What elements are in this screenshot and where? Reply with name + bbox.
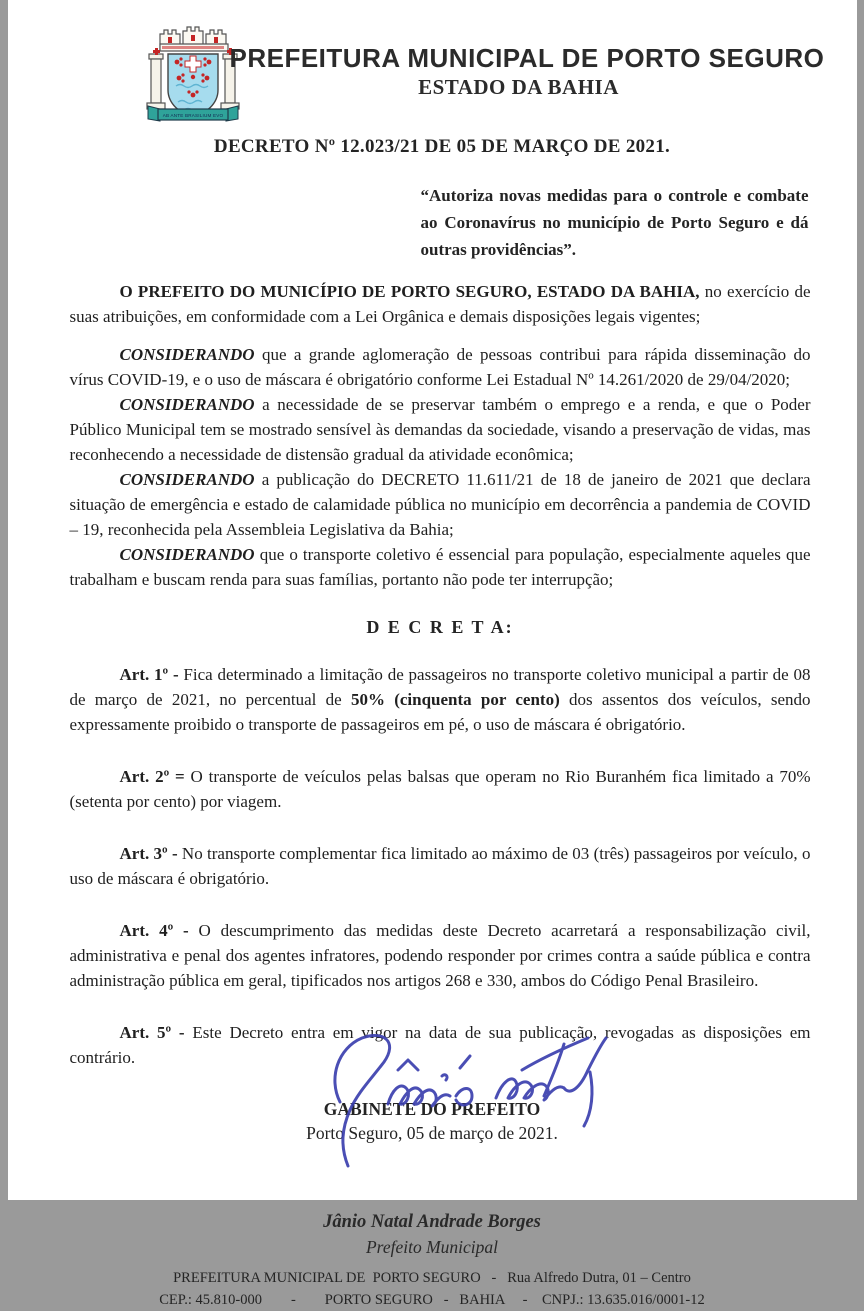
article-3 (70, 841, 811, 891)
signer-name: Jânio Natal Andrade Borges (8, 1209, 857, 1235)
article-1-text-end: dos assentos dos veículos, sendo expressamente proibido o transporte de passageiros em pé, o uso de máscara é obrigatório. (70, 690, 811, 734)
article-4 (70, 918, 811, 993)
article-1 (70, 662, 811, 737)
considerando-2-text: a necessidade de se preservar também o emprego e a renda, e que o Poder Público Municipal tem se mostrado sensível às demandas da sociedade, visando a preservação de vidas, mas reconhecendo a necessidade de distensão gradual da atividade econômica; (70, 395, 811, 464)
closing-block (8, 1097, 857, 1145)
document-footer (8, 1267, 857, 1311)
considerando-3-lead: CONSIDERANDO (120, 470, 255, 489)
article-3-lead: Art. 3º - (120, 844, 178, 863)
considerando-4 (70, 542, 811, 592)
state-name: ESTADO DA BAHIA (230, 74, 808, 100)
article-3-text: No transporte complementar fica limitado ao máximo de 03 (três) passageiros por veículo, o uso de máscara é obrigatório. (70, 844, 811, 888)
article-1-bold-text: 50% (cinquenta por cento) (351, 690, 560, 709)
preamble-rest: no exercício de suas atribuições, em conformidade com a Lei Orgânica e demais disposições legais vigentes; (70, 282, 811, 326)
article-2-lead: Art. 2º = (120, 767, 185, 786)
article-5 (70, 1020, 811, 1070)
preamble-lead: O PREFEITO DO MUNICÍPIO DE PORTO SEGURO, ESTADO DA BAHIA, (120, 282, 700, 301)
article-2-text: O transporte de veículos pelas balsas que operam no Rio Buranhém fica limitado a 70% (setenta por cento) por viagem. (70, 767, 811, 811)
porto-seguro-coat-of-arms-icon (146, 26, 240, 122)
header-titles (230, 44, 808, 100)
decree-summary: “Autoriza novas medidas para o controle e combate ao Coronavírus no município de Porto Seguro e dá outras providências”. (421, 182, 809, 263)
document-header (8, 0, 857, 124)
considerando-2 (70, 392, 811, 467)
considerando-4-lead: CONSIDERANDO (120, 545, 255, 564)
decree-title: DECRETO Nº 12.023/21 DE 05 DE MARÇO DE 2021. (18, 136, 864, 158)
article-1-lead: Art. 1º - (120, 665, 179, 684)
considerando-1-text: que a grande aglomeração de pessoas contribui para rápida disseminação do vírus COVID-19, e o uso de máscara é obrigatório conforme Lei Estadual Nº 14.261/2020 de 29/04/2020; (70, 345, 811, 389)
decree-body (70, 279, 811, 1070)
article-1-text: Fica determinado a limitação de passageiros no transporte coletivo municipal a partir de 08 de março de 2021, no percentual de (70, 665, 811, 709)
footer-cep-line: CEP.: 45.810-000 - PORTO SEGURO - BAHIA - CNPJ.: 13.635.016/0001-12 (8, 1289, 857, 1311)
gabinete-heading: GABINETE DO PREFEITO (8, 1097, 857, 1121)
footer-address-line: PREFEITURA MUNICIPAL DE PORTO SEGURO - Rua Alfredo Dutra, 01 – Centro (8, 1267, 857, 1289)
considerando-3-text: a publicação do DECRETO 11.611/21 de 18 de janeiro de 2021 que declara situação de emergência e estado de calamidade pública no município em decorrência a pandemia de COVID – 19, reconhecida pela Assembleia Legislativa da Bahia; (70, 470, 811, 539)
considerando-1 (70, 342, 811, 392)
article-5-lead: Art. 5º - (120, 1023, 185, 1042)
closing-date: Porto Seguro, 05 de março de 2021. (8, 1121, 857, 1145)
considerando-2-lead: CONSIDERANDO (120, 395, 255, 414)
decreta-heading: D E C R E T A: (70, 617, 811, 638)
decree-document-page (8, 0, 857, 1200)
article-5-text: Este Decreto entra em vigor na data de sua publicação, revogadas as disposições em contrário. (70, 1023, 811, 1067)
considerando-3 (70, 467, 811, 542)
article-4-lead: Art. 4º - (120, 921, 189, 940)
signer-role: Prefeito Municipal (8, 1235, 857, 1259)
preamble-paragraph (70, 279, 811, 329)
considerando-4-text: que o transporte coletivo é essencial para população, especialmente aqueles que trabalham e buscam renda para suas famílias, portanto não pode ter interrupção; (70, 545, 811, 589)
crest-motto-text: AB ANTE BRASILIUM EVO (162, 113, 223, 118)
article-2 (70, 764, 811, 814)
article-4-text: O descumprimento das medidas deste Decreto acarretará a responsabilização civil, administrativa e penal dos agentes infratores, podendo responder por crimes contra a saúde pública e contra administração pública em geral, tipificados nos artigos 268 e 330, ambos do Código Penal Brasileiro. (70, 921, 811, 990)
signer-block (8, 1209, 857, 1259)
considerando-1-lead: CONSIDERANDO (120, 345, 255, 364)
org-name: PREFEITURA MUNICIPAL DE PORTO SEGURO (230, 44, 808, 72)
